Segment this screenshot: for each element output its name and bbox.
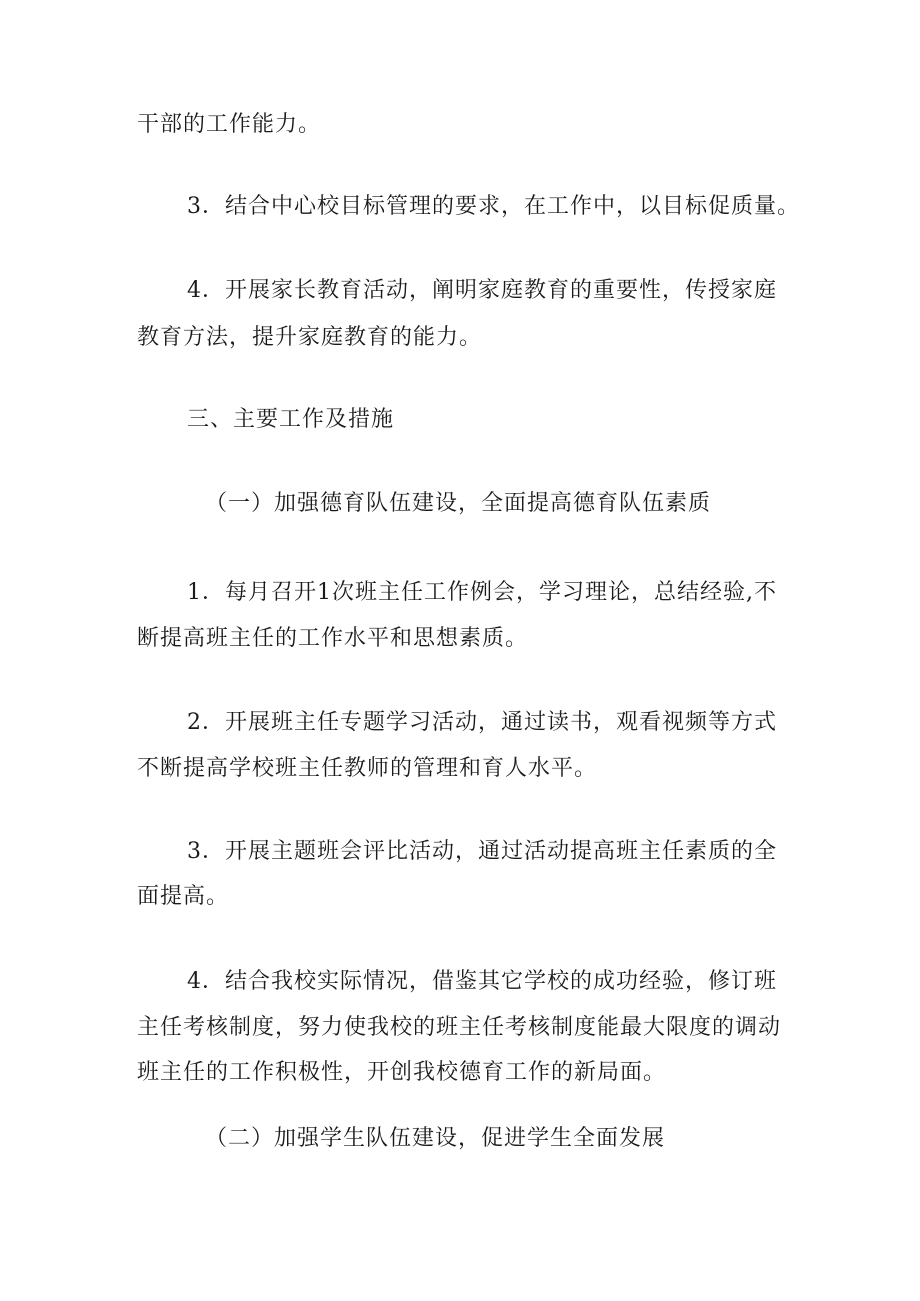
subsection-heading-1: （一）加强德育队伍建设，全面提高德育队伍素质	[205, 491, 712, 516]
list-item-4-goal-cont: 教育方法，提升家庭教育的能力。	[137, 325, 483, 350]
list-item-2: 2．开展班主任专题学习活动，通过读书，观看视频等方式	[187, 710, 777, 735]
list-item-4-cont: 班主任的工作积极性，开创我校德育工作的新局面。	[137, 1060, 667, 1085]
section-heading: 三、主要工作及措施	[187, 407, 395, 432]
list-item-3: 3．开展主题班会评比活动，通过活动提高班主任素质的全	[187, 839, 777, 864]
list-item-4: 4．结合我校实际情况，借鉴其它学校的成功经验，修订班	[187, 969, 777, 994]
list-item-1-cont: 断提高班主任的工作水平和思想素质。	[137, 626, 529, 651]
list-item-4-cont: 主任考核制度，努力使我校的班主任考核制度能最大限度的调动	[137, 1015, 782, 1040]
list-item-3-cont: 面提高。	[137, 884, 230, 909]
list-item-1: 1．每月召开1次班主任工作例会，学习理论，总结经验,不	[187, 580, 777, 605]
list-item-4-goal: 4．开展家长教育活动，阐明家庭教育的重要性，传授家庭	[187, 278, 777, 303]
list-item-2-cont: 不断提高学校班主任教师的管理和育人水平。	[137, 756, 598, 781]
subsection-heading-2: （二）加强学生队伍建设，促进学生全面发展	[205, 1126, 666, 1151]
paragraph-line: 干部的工作能力。	[137, 112, 322, 137]
list-item-3-goal: 3．结合中心校目标管理的要求，在工作中，以目标促质量。	[187, 194, 800, 219]
